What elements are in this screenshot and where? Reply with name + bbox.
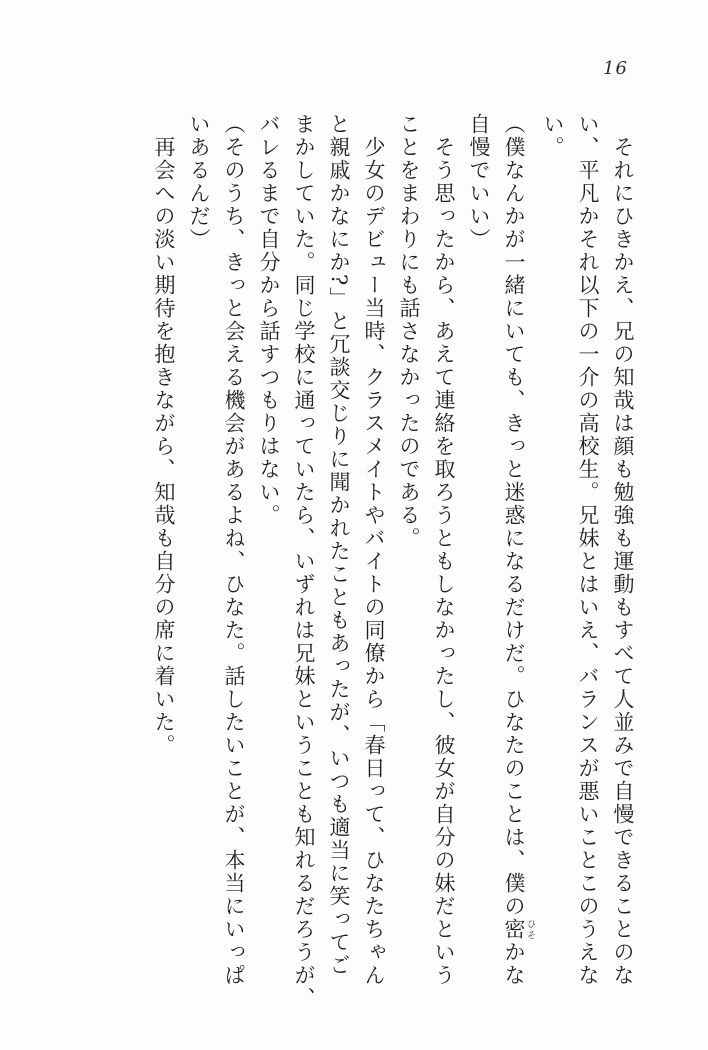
text-line: い。 [541, 113, 565, 159]
text-line: まかしていた。同じ学校に通っていたら、いずれは兄妹ということも知れるだろうが、 [292, 113, 316, 1010]
text-line: （そのうち、きっと会える機会があるよね、ひなた。話したいことが、本当にいっぱ [222, 113, 246, 987]
text-line: ことをまわりにも話さなかったのである。 [397, 113, 421, 550]
text-line: い、平凡かそれ以下の一介の高校生。兄妹とはいえ、バランスが悪いことこのうえな [576, 113, 600, 987]
text-block [146, 113, 640, 1010]
text-line: バレるまで自分から話すつもりはない。 [257, 113, 281, 527]
furigana-ruby: 密 ひそ [502, 918, 535, 941]
text-line: （僕なんかが一緒にいても、きっと迷惑になるだけだ。ひなたのことは、僕の密 ひそかな [502, 113, 535, 987]
text-line: それにひきかえ、兄の知哉は顔も勉強も運動もすべて人並みで自慢できることのな [611, 113, 635, 987]
text-line: 自慢でいい） [467, 113, 491, 251]
page-number: 16 [603, 58, 628, 79]
text-line: 再会への淡い期待を抱きながら、知哉も自分の席に着いた。 [152, 113, 176, 757]
text-line: いあるんだ） [187, 113, 211, 251]
text-line: と親戚かなにか?」と冗談交じりに聞かれたこともあったが、いつも適当に笑ってご [327, 113, 351, 978]
text-line: そう思ったから、あえて連絡を取ろうともしなかったし、彼女が自分の妹だという [432, 113, 456, 987]
text-line: 少女のデビュー当時、クラスメイトやバイトの同僚から「春日って、ひなたちゃん [362, 113, 386, 987]
